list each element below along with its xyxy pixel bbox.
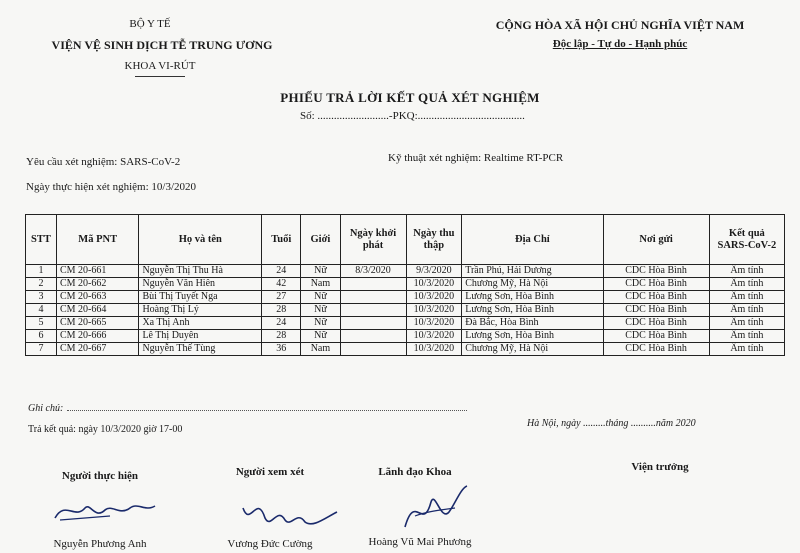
cell-sex: Nữ xyxy=(301,265,340,278)
header-onset: Ngày khởi phát xyxy=(340,215,406,265)
cell-sender: CDC Hòa Bình xyxy=(603,304,709,317)
header-sex: Giới xyxy=(301,215,340,265)
signature-title-4: Viện trưởng xyxy=(631,461,689,473)
cell-onset xyxy=(340,304,406,317)
cell-sex: Nữ xyxy=(301,291,340,304)
cell-age: 24 xyxy=(262,265,301,278)
table-row xyxy=(26,343,785,356)
signature-title-3: Lãnh đạo Khoa xyxy=(378,466,452,478)
cell-sender: CDC Hòa Bình xyxy=(603,278,709,291)
cell-stt: 3 xyxy=(26,291,57,304)
cell-address: Lương Sơn, Hòa Bình xyxy=(462,291,603,304)
cell-collected: 9/3/2020 xyxy=(406,265,462,278)
table-row xyxy=(26,317,785,330)
cell-collected: 10/3/2020 xyxy=(406,304,462,317)
signature-name-3: Hoàng Vũ Mai Phương xyxy=(368,536,472,548)
cell-sex: Nam xyxy=(301,278,340,291)
cell-onset xyxy=(340,343,406,356)
header-sender: Nơi gửi xyxy=(603,215,709,265)
table-row xyxy=(26,291,785,304)
cell-code: CM 20-663 xyxy=(56,291,139,304)
cell-sex: Nữ xyxy=(301,330,340,343)
header-collected: Ngày thu thập xyxy=(406,215,462,265)
cell-stt: 7 xyxy=(26,343,57,356)
cell-stt: 5 xyxy=(26,317,57,330)
signature-2 xyxy=(235,488,345,533)
cell-address: Lương Sơn, Hòa Bình xyxy=(462,330,603,343)
signature-1 xyxy=(50,490,160,530)
cell-code: CM 20-662 xyxy=(56,278,139,291)
cell-address: Lương Sơn, Hòa Bình xyxy=(462,304,603,317)
cell-name: Nguyễn Thị Thu Hà xyxy=(139,265,262,278)
cell-stt: 2 xyxy=(26,278,57,291)
test-request: Yêu cầu xét nghiệm: SARS-CoV-2 xyxy=(26,156,181,168)
republic-heading: CỘNG HÒA XÃ HỘI CHỦ NGHĨA VIỆT NAM xyxy=(495,18,745,32)
cell-onset xyxy=(340,278,406,291)
cell-address: Trần Phú, Hải Dương xyxy=(462,265,603,278)
cell-address: Chương Mỹ, Hà Nội xyxy=(462,343,603,356)
note xyxy=(28,402,467,414)
cell-address: Đà Bắc, Hòa Bình xyxy=(462,317,603,330)
cell-result: Âm tính xyxy=(709,317,784,330)
cell-code: CM 20-661 xyxy=(56,265,139,278)
table-row xyxy=(26,265,785,278)
cell-age: 28 xyxy=(262,304,301,317)
cell-age: 42 xyxy=(262,278,301,291)
cell-collected: 10/3/2020 xyxy=(406,278,462,291)
cell-result: Âm tính xyxy=(709,265,784,278)
results-table xyxy=(25,214,785,356)
header-stt: STT xyxy=(26,215,57,265)
cell-sender: CDC Hòa Bình xyxy=(603,330,709,343)
signature-name-2: Vương Đức Cường xyxy=(227,538,313,550)
cell-sender: CDC Hòa Bình xyxy=(603,265,709,278)
cell-sex: Nữ xyxy=(301,304,340,317)
document-number: Số: ..........................-PKQ:....................................... xyxy=(300,110,525,122)
cell-sex: Nam xyxy=(301,343,340,356)
signature-name-1: Nguyễn Phương Anh xyxy=(53,538,147,550)
cell-age: 36 xyxy=(262,343,301,356)
cell-stt: 6 xyxy=(26,330,57,343)
cell-result: Âm tính xyxy=(709,343,784,356)
divider xyxy=(135,76,185,77)
header-address: Địa Chỉ xyxy=(462,215,603,265)
cell-age: 24 xyxy=(262,317,301,330)
header-code: Mã PNT xyxy=(56,215,139,265)
test-date: Ngày thực hiện xét nghiệm: 10/3/2020 xyxy=(26,181,197,193)
cell-code: CM 20-666 xyxy=(56,330,139,343)
cell-collected: 10/3/2020 xyxy=(406,291,462,304)
return-time: Trả kết quả: ngày 10/3/2020 giờ 17-00 xyxy=(28,424,183,435)
cell-stt: 1 xyxy=(26,265,57,278)
cell-onset xyxy=(340,317,406,330)
cell-code: CM 20-665 xyxy=(56,317,139,330)
note-line xyxy=(67,402,467,411)
signature-title-1: Người thực hiện xyxy=(61,470,139,482)
cell-onset xyxy=(340,291,406,304)
header-age: Tuổi xyxy=(262,215,301,265)
table-row xyxy=(26,330,785,343)
cell-name: Bùi Thị Tuyết Nga xyxy=(139,291,262,304)
cell-code: CM 20-667 xyxy=(56,343,139,356)
table-header-row xyxy=(26,215,785,265)
document-title: PHIẾU TRẢ LỜI KẾT QUẢ XÉT NGHIỆM xyxy=(280,90,540,105)
cell-onset xyxy=(340,330,406,343)
cell-address: Chương Mỹ, Hà Nội xyxy=(462,278,603,291)
cell-onset: 8/3/2020 xyxy=(340,265,406,278)
cell-sender: CDC Hòa Bình xyxy=(603,343,709,356)
table-row xyxy=(26,304,785,317)
note-label: Ghi chú: xyxy=(28,403,64,414)
cell-name: Nguyễn Văn Hiên xyxy=(139,278,262,291)
cell-sex: Nữ xyxy=(301,317,340,330)
test-technique: Kỹ thuật xét nghiệm: Realtime RT-PCR xyxy=(388,152,564,164)
cell-result: Âm tính xyxy=(709,330,784,343)
header-result: Kết quả SARS-CoV-2 xyxy=(709,215,784,265)
department-name: KHOA VI-RÚT xyxy=(124,60,196,72)
cell-name: Nguyễn Thế Tùng xyxy=(139,343,262,356)
cell-result: Âm tính xyxy=(709,304,784,317)
cell-name: Lê Thị Duyên xyxy=(139,330,262,343)
place-date: Hà Nội, ngày .........tháng ..........năm 2020 xyxy=(527,418,696,429)
cell-name: Hoàng Thị Lý xyxy=(139,304,262,317)
cell-sender: CDC Hòa Bình xyxy=(603,291,709,304)
cell-sender: CDC Hòa Bình xyxy=(603,317,709,330)
cell-collected: 10/3/2020 xyxy=(406,317,462,330)
cell-result: Âm tính xyxy=(709,291,784,304)
institute-name: VIỆN VỆ SINH DỊCH TỄ TRUNG ƯƠNG xyxy=(51,38,273,52)
cell-stt: 4 xyxy=(26,304,57,317)
national-motto: Độc lập - Tự do - Hạnh phúc xyxy=(552,38,688,50)
cell-code: CM 20-664 xyxy=(56,304,139,317)
signature-title-2: Người xem xét xyxy=(235,466,305,478)
signature-3 xyxy=(395,482,475,537)
ministry-name: BỘ Y TẾ xyxy=(129,18,171,30)
header-name: Họ và tên xyxy=(139,215,262,265)
cell-age: 28 xyxy=(262,330,301,343)
cell-name: Xa Thị Anh xyxy=(139,317,262,330)
cell-result: Âm tính xyxy=(709,278,784,291)
cell-collected: 10/3/2020 xyxy=(406,343,462,356)
cell-collected: 10/3/2020 xyxy=(406,330,462,343)
cell-age: 27 xyxy=(262,291,301,304)
table-row xyxy=(26,278,785,291)
